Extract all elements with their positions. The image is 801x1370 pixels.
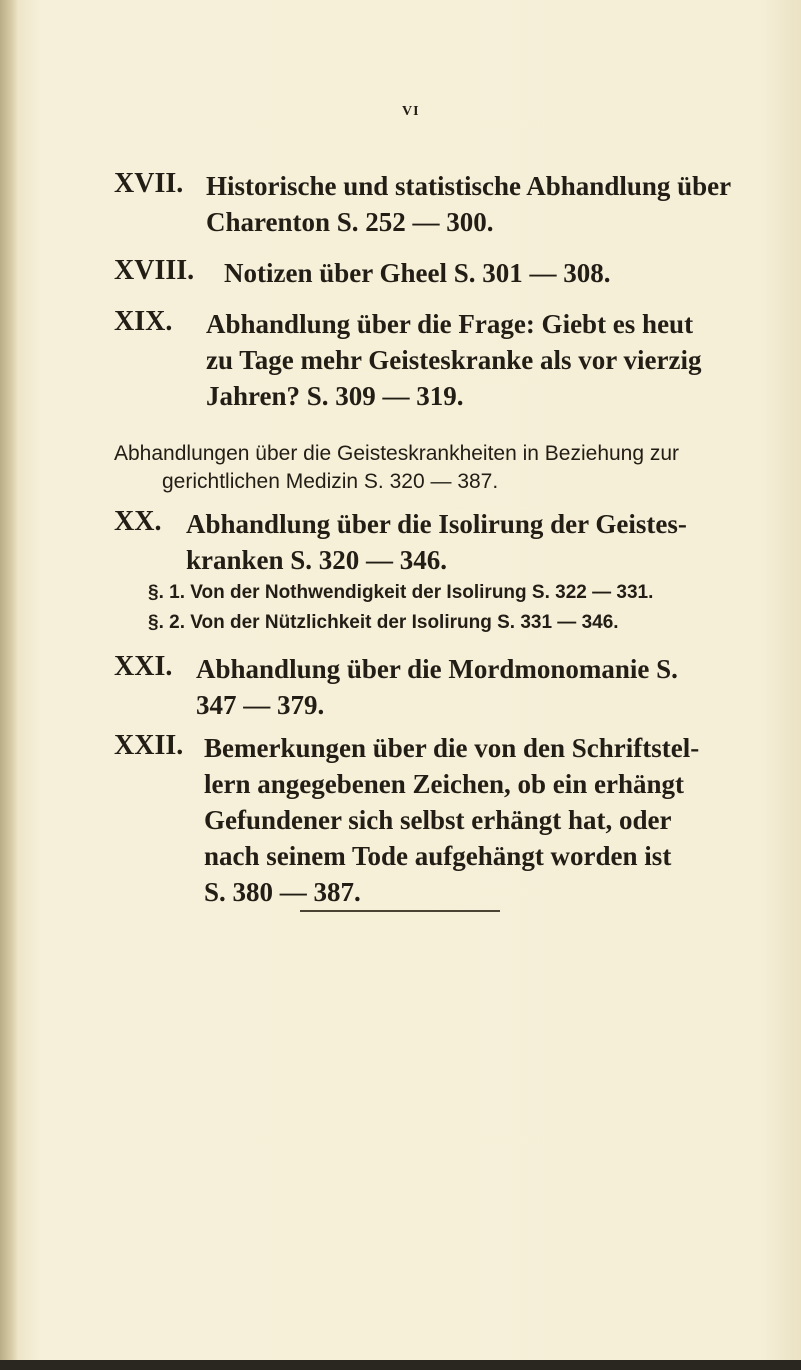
entry-line: Abhandlung über die Frage: Giebt es heut bbox=[206, 309, 694, 339]
entry-line: 347 — 379. bbox=[196, 690, 325, 720]
entry-line: nach seinem Tode aufgehängt worden ist bbox=[204, 841, 672, 871]
entry-number: XXI. bbox=[114, 651, 173, 682]
toc-entry-xxii bbox=[114, 730, 774, 910]
page-number: VI bbox=[402, 104, 420, 119]
entry-line: Abhandlung über die Isolirung der Geistes- bbox=[186, 509, 687, 539]
toc-entry-xvii bbox=[114, 168, 774, 240]
entry-line: S. 380 — 387. bbox=[204, 877, 361, 907]
entry-number: XXII. bbox=[114, 730, 184, 761]
entry-number: XVIII. bbox=[114, 255, 195, 286]
entry-number: XIX. bbox=[114, 306, 173, 337]
entry-line: zu Tage mehr Geisteskranke als vor vierzig bbox=[206, 345, 702, 375]
entry-number: XX. bbox=[114, 506, 162, 537]
entry-line: Abhandlung über die Mordmonomanie S. bbox=[196, 654, 678, 684]
entry-line: kranken S. 320 — 346. bbox=[186, 545, 448, 575]
page-bottom-edge bbox=[0, 1360, 801, 1370]
entry-number: XVII. bbox=[114, 168, 184, 199]
page-spine-shadow bbox=[0, 0, 18, 1370]
section-heading-line: gerichtlichen Medizin S. 320 — 387. bbox=[162, 470, 499, 493]
section-heading-line: Abhandlungen über die Geisteskrankheiten in Beziehung zur bbox=[114, 442, 680, 465]
toc-entry-xix bbox=[114, 306, 774, 414]
entry-line: Charenton S. 252 — 300. bbox=[206, 207, 494, 237]
entry-line: Jahren? S. 309 — 319. bbox=[206, 381, 464, 411]
toc-entry-xx bbox=[114, 506, 774, 578]
section-heading bbox=[114, 440, 764, 496]
entry-line: Bemerkungen über die von den Schriftstel- bbox=[204, 733, 700, 763]
entry-line: Gefundener sich selbst erhängt hat, oder bbox=[204, 805, 672, 835]
section-paragraph: §. 1. Von der Nothwendigkeit der Isolirung S. 322 — 331. bbox=[148, 582, 654, 603]
entry-line: Historische und statistische Abhandlung über bbox=[206, 171, 732, 201]
entry-line: Notizen über Gheel S. 301 — 308. bbox=[224, 258, 611, 288]
end-rule bbox=[300, 910, 500, 912]
toc-entry-xviii bbox=[114, 255, 774, 291]
toc-entry-xxi bbox=[114, 651, 774, 723]
section-paragraph: §. 2. Von der Nützlichkeit der Isolirung S. 331 — 346. bbox=[148, 612, 619, 633]
entry-line: lern angegebenen Zeichen, ob ein erhängt bbox=[204, 769, 684, 799]
